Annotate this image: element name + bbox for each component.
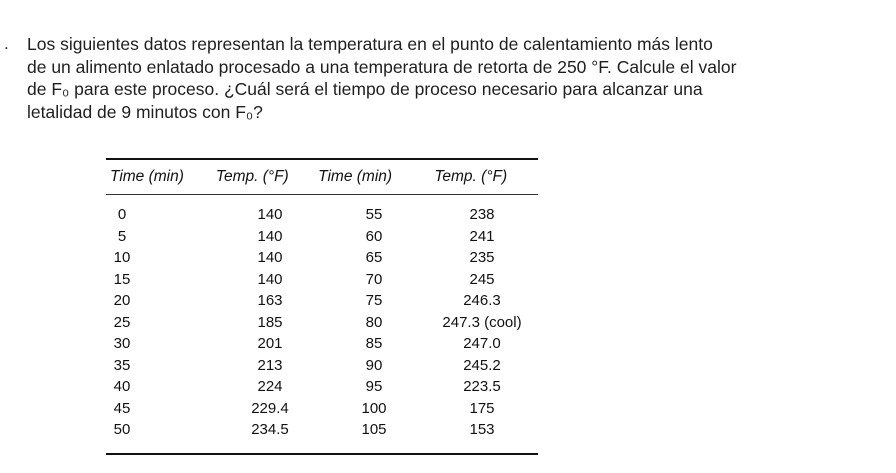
cell-time-1-value: 30 <box>113 335 131 353</box>
table-header-row <box>106 160 538 194</box>
header-time-1: Time (min) <box>110 168 184 185</box>
cell-time-2: 105 <box>361 421 387 439</box>
cell-time-1-value: 40 <box>113 378 131 396</box>
header-time-2: Time (min) <box>318 168 393 185</box>
table-row <box>106 333 538 355</box>
table-row <box>106 290 538 312</box>
table-row <box>106 398 538 420</box>
table-bottom-rule <box>106 453 538 455</box>
cell-temp-1: 140 <box>257 270 283 288</box>
cell-time-1-value: 15 <box>113 270 131 288</box>
cell-time-1-value: 0 <box>117 206 127 224</box>
cell-temp-1: 201 <box>257 335 283 353</box>
table-row <box>106 204 538 226</box>
cell-temp-1: 140 <box>257 227 283 245</box>
cell-time-2: 70 <box>365 270 383 288</box>
cell-temp-2: 235 <box>469 249 495 267</box>
cell-time-1-value: 5 <box>117 227 127 245</box>
header-temp-2: Temp. (°F) <box>434 168 508 185</box>
question-line: de F₀ para este proceso. ¿Cuál será el tiempo de proceso necesario para alcanzar una <box>27 79 703 99</box>
cell-time-1-value: 35 <box>113 356 131 374</box>
cell-temp-2: 247.3 (cool) <box>442 313 522 331</box>
cell-time-2: 85 <box>365 335 383 353</box>
cell-time-1 <box>106 206 218 223</box>
question-line: de un alimento enlatado procesado a una temperatura de retorta de 250 °F. Calcule el valor <box>27 56 737 77</box>
cell-time-2: 90 <box>365 356 383 374</box>
question-text <box>27 33 887 123</box>
cell-time-2: 80 <box>365 313 383 331</box>
table-body <box>106 195 538 453</box>
question-line: letalidad de 9 minutos con F₀? <box>27 101 263 122</box>
table-row <box>106 269 538 291</box>
cell-time-1 <box>106 335 218 352</box>
cell-temp-1: 224 <box>257 378 283 396</box>
cell-temp-1: 234.5 <box>251 421 289 439</box>
cell-temp-2: 238 <box>469 206 495 224</box>
question-marker: . <box>4 34 9 53</box>
cell-time-1 <box>106 357 218 374</box>
table-row <box>106 355 538 377</box>
table-row <box>106 419 538 441</box>
cell-time-1 <box>106 271 218 288</box>
cell-temp-1: 140 <box>257 249 283 267</box>
cell-temp-1: 140 <box>257 206 283 224</box>
header-temp-1: Temp. (°F) <box>215 168 289 185</box>
cell-temp-1: 185 <box>257 313 283 331</box>
cell-temp-2: 246.3 <box>463 292 501 310</box>
cell-temp-2: 175 <box>469 399 495 417</box>
cell-temp-2: 245 <box>469 270 495 288</box>
cell-time-1-value: 45 <box>113 399 131 417</box>
table-row <box>106 226 538 248</box>
cell-temp-1: 229.4 <box>251 399 289 417</box>
cell-time-1-value: 10 <box>113 249 131 267</box>
cell-temp-2: 245.2 <box>463 356 501 374</box>
cell-time-1-value: 20 <box>113 292 131 310</box>
cell-time-1-value: 25 <box>113 313 131 331</box>
cell-time-2: 55 <box>365 206 383 224</box>
cell-temp-2: 241 <box>469 227 495 245</box>
cell-temp-2: 153 <box>469 421 495 439</box>
cell-time-1 <box>106 249 218 266</box>
cell-time-1 <box>106 378 218 395</box>
cell-time-1 <box>106 421 218 438</box>
cell-time-1 <box>106 314 218 331</box>
cell-time-1 <box>106 400 218 417</box>
cell-time-1 <box>106 228 218 245</box>
cell-time-2: 95 <box>365 378 383 396</box>
cell-time-2: 75 <box>365 292 383 310</box>
cell-time-1-value: 50 <box>113 421 131 439</box>
cell-time-2: 60 <box>365 227 383 245</box>
cell-temp-2: 247.0 <box>463 335 501 353</box>
temperature-table <box>106 158 538 455</box>
cell-time-1 <box>106 292 218 309</box>
question-line: Los siguientes datos representan la temperatura en el punto de calentamiento más lento <box>27 34 713 54</box>
table-row <box>106 312 538 334</box>
table-row <box>106 376 538 398</box>
cell-temp-1: 213 <box>257 356 283 374</box>
cell-time-2: 65 <box>365 249 383 267</box>
cell-temp-1: 163 <box>257 292 283 310</box>
cell-time-2: 100 <box>361 399 387 417</box>
cell-temp-2: 223.5 <box>463 378 501 396</box>
table-row <box>106 247 538 269</box>
